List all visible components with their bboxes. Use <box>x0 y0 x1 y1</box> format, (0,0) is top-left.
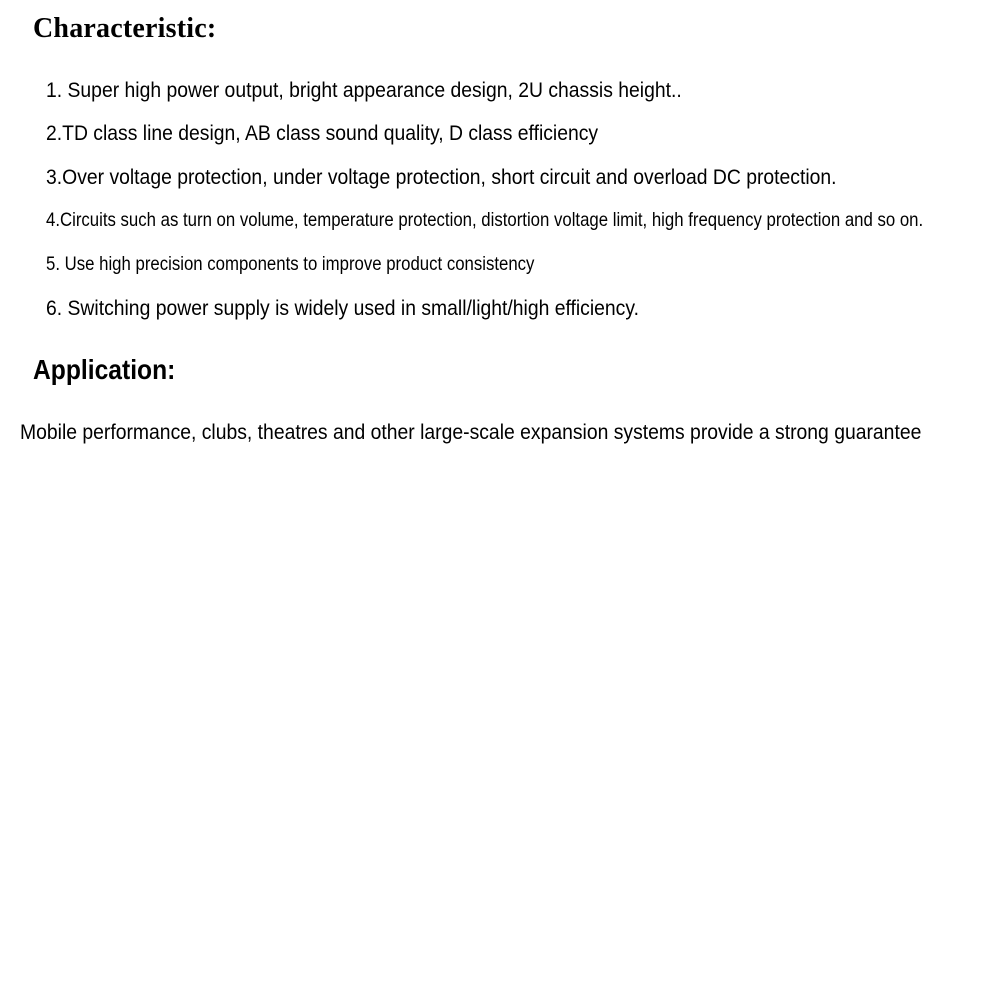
characteristic-item-5: 5. Use high precision components to improve product consistency <box>46 253 535 275</box>
characteristic-item-1: 1. Super high power output, bright appearance design, 2U chassis height.. <box>46 78 682 102</box>
application-text: Mobile performance, clubs, theatres and other large-scale expansion systems provide a strong guarantee <box>20 420 922 444</box>
characteristic-heading: Characteristic: <box>33 13 217 44</box>
characteristic-item-6: 6. Switching power supply is widely used in small/light/high efficiency. <box>46 296 639 320</box>
characteristic-item-3: 3.Over voltage protection, under voltage protection, short circuit and overload DC protection. <box>46 165 837 189</box>
characteristic-item-2: 2.TD class line design, AB class sound quality, D class efficiency <box>46 121 599 145</box>
characteristic-item-4: 4.Circuits such as turn on volume, temperature protection, distortion voltage limit, high frequency protection and so on. <box>46 209 924 231</box>
application-heading: Application: <box>33 354 176 385</box>
